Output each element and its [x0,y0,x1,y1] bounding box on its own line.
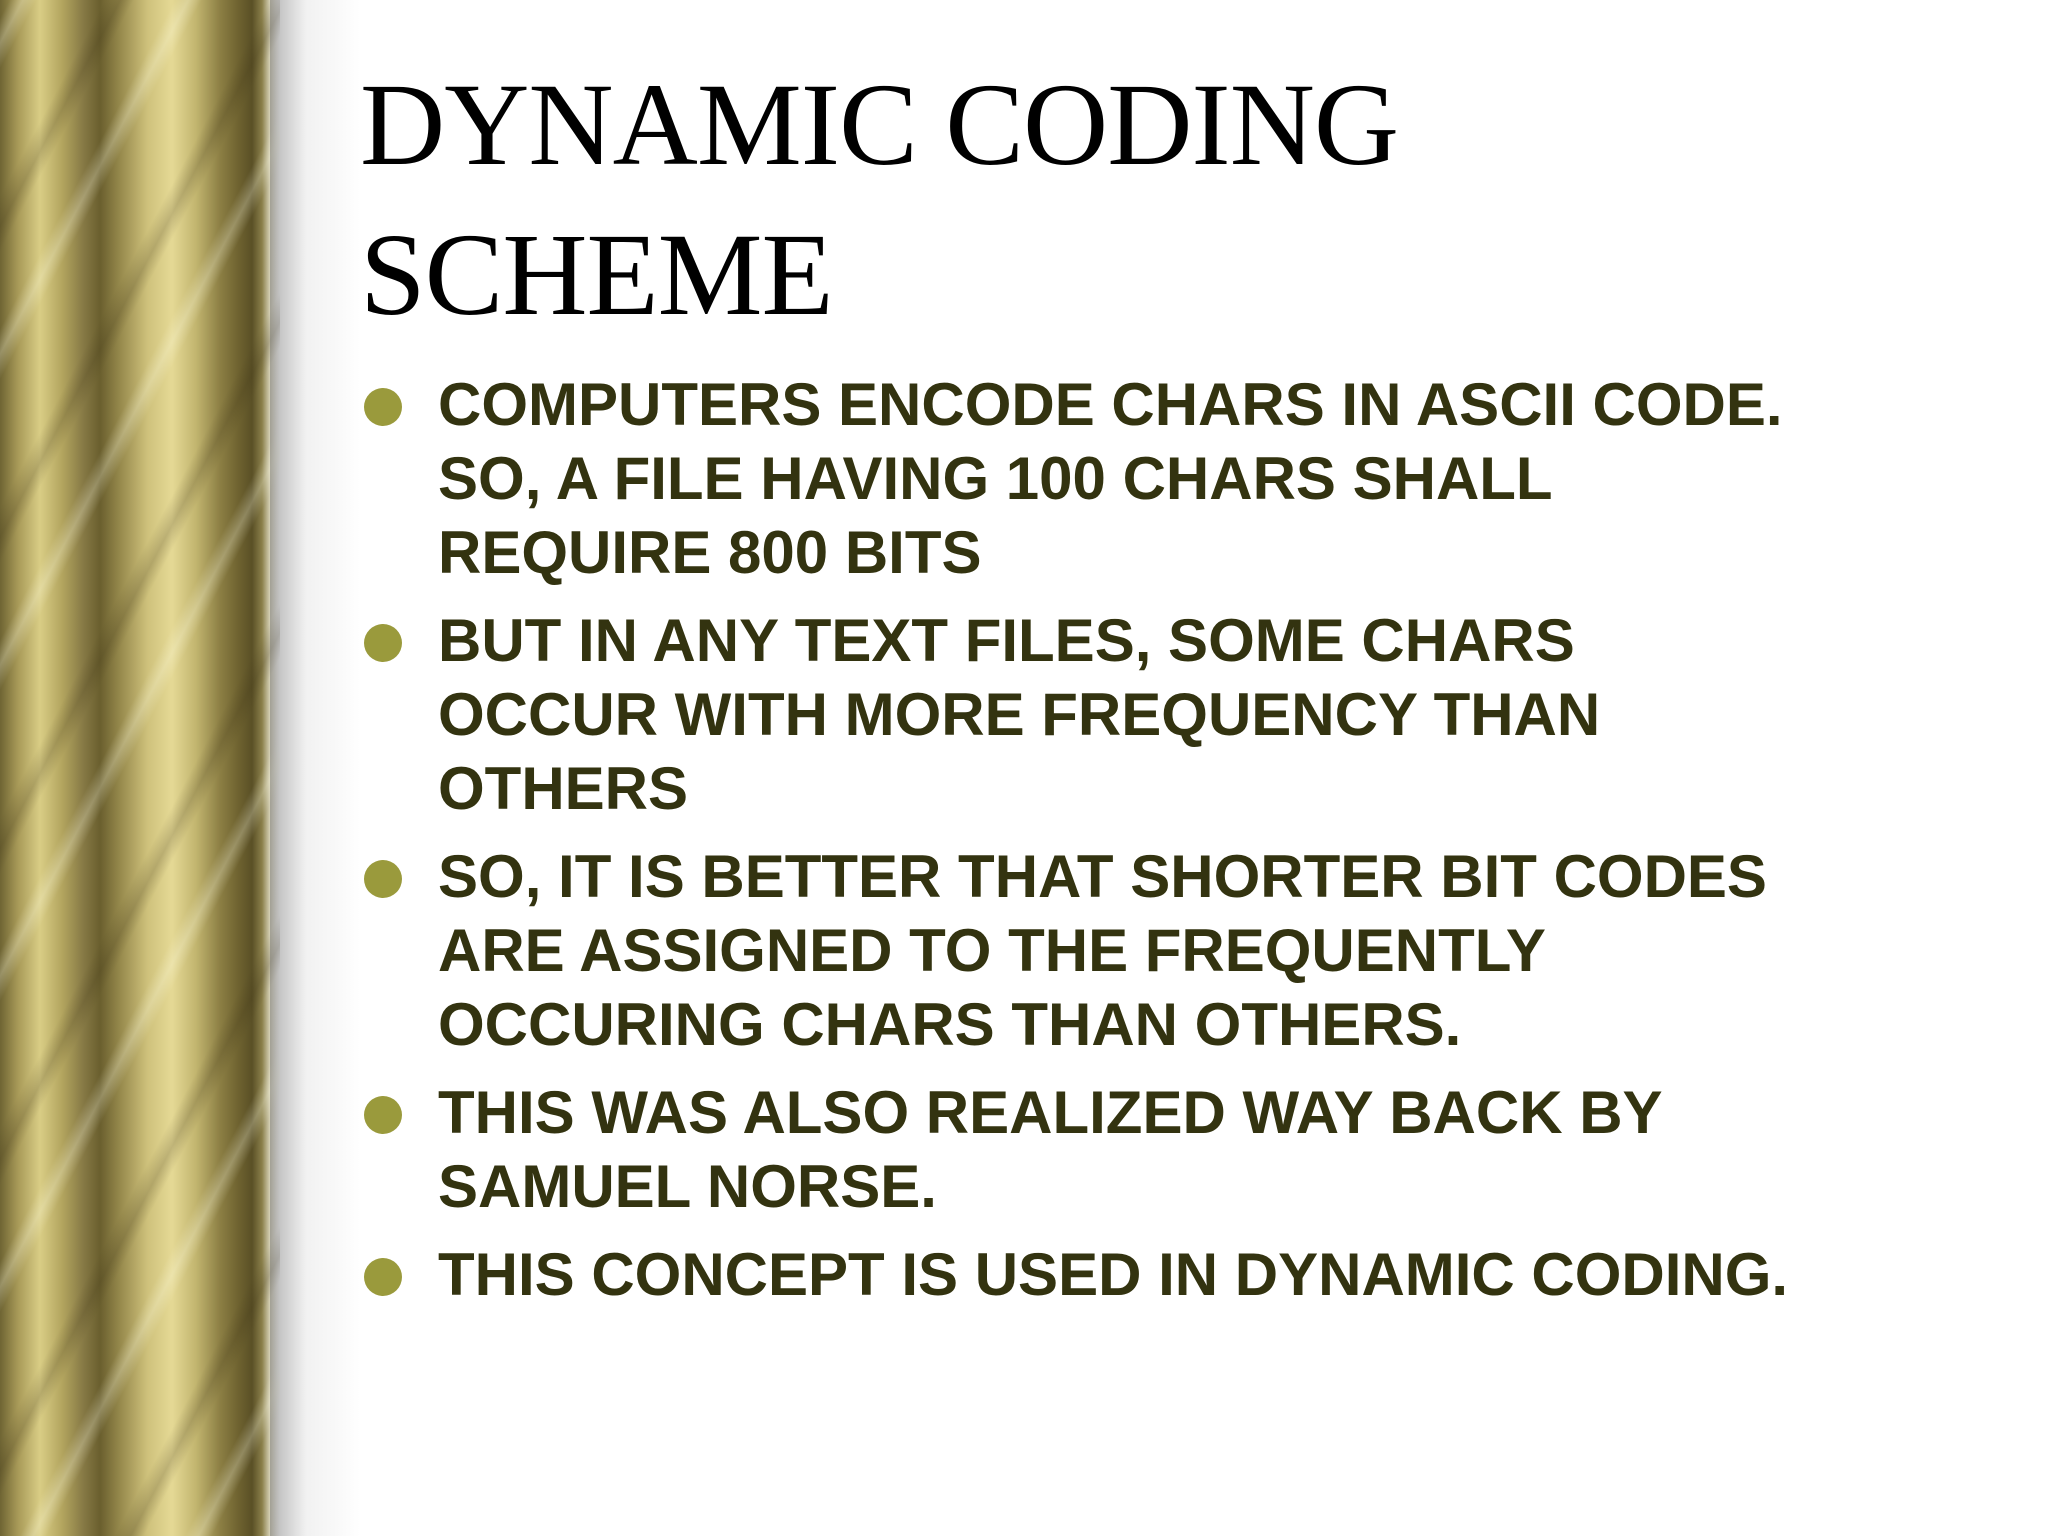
bullet-item [360,1076,2000,1224]
bullet-line: OTHERS [438,755,689,822]
bullet-dot-icon [364,624,402,662]
bullet-item [360,840,2000,1062]
slide-title-line-1: DYNAMIC CODING [360,59,1399,190]
bullet-list [360,368,2000,1312]
slide-content [360,50,2000,1326]
bullet-dot-icon [364,1258,402,1296]
bullet-line: THIS CONCEPT IS USED IN DYNAMIC CODING. [438,1241,1789,1308]
bullet-line: REQUIRE 800 BITS [438,519,982,586]
bullet-line: SO, IT IS BETTER THAT SHORTER BIT CODES [438,843,1767,910]
bullet-line: OCCUR WITH MORE FREQUENCY THAN [438,681,1601,748]
bullet-item [360,1238,2000,1312]
slide-title [360,50,2000,350]
bullet-line: OCCURING CHARS THAN OTHERS. [438,991,1462,1058]
bullet-dot-icon [364,860,402,898]
bullet-line: ARE ASSIGNED TO THE FREQUENTLY [438,917,1546,984]
column-shadow [270,0,360,1536]
bullet-line: BUT IN ANY TEXT FILES, SOME CHARS [438,607,1575,674]
bullet-line: COMPUTERS ENCODE CHARS IN ASCII CODE. [438,371,1783,438]
bullet-dot-icon [364,1096,402,1134]
bullet-line: SO, A FILE HAVING 100 CHARS SHALL [438,445,1553,512]
bullet-item [360,604,2000,826]
bullet-line: THIS WAS ALSO REALIZED WAY BACK BY [438,1079,1663,1146]
bullet-line: SAMUEL NORSE. [438,1153,937,1220]
slide-title-line-2: SCHEME [360,209,833,340]
bullet-item [360,368,2000,590]
bullet-dot-icon [364,388,402,426]
gold-column-decoration [0,0,280,1536]
